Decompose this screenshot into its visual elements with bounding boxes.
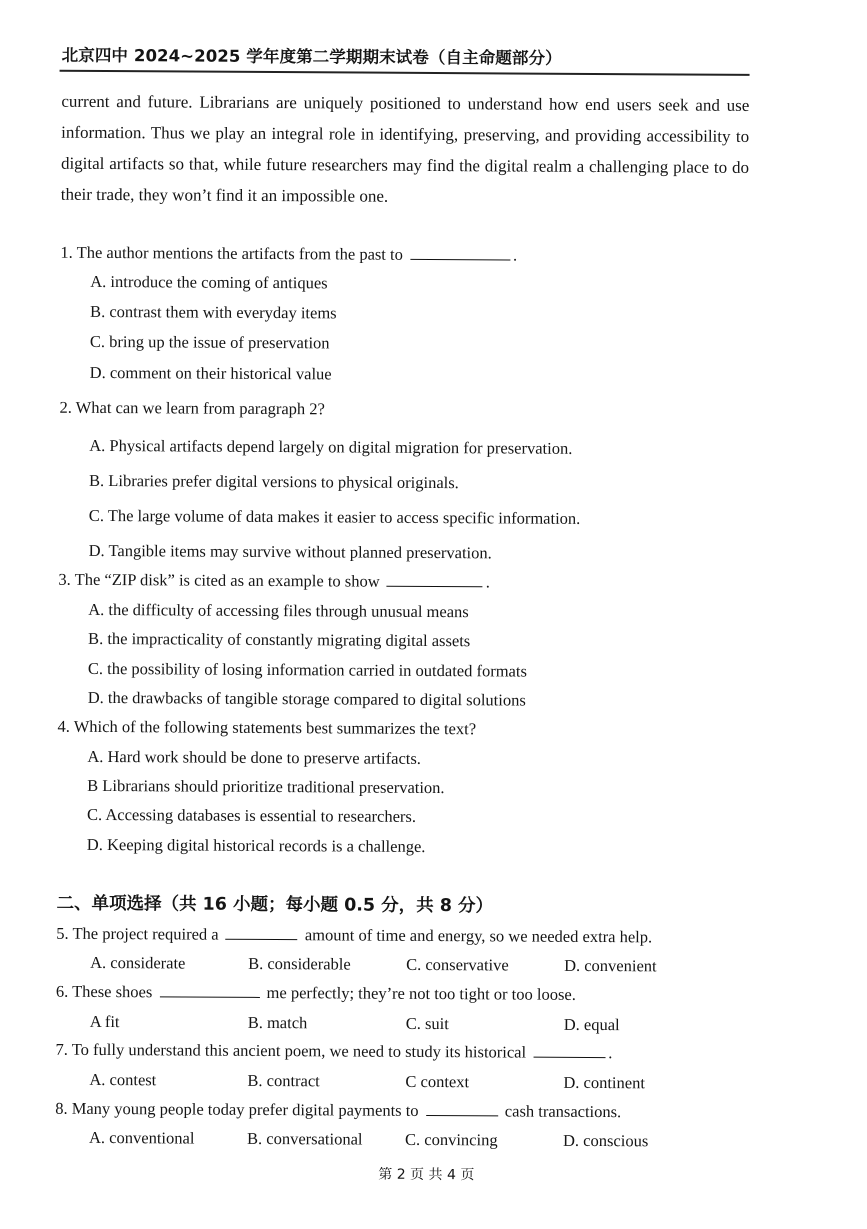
question-1-option-c: C. bring up the issue of preservation (89, 331, 330, 353)
question-7-option-d: D. continent (563, 1072, 646, 1093)
question-3 (58, 570, 490, 593)
answer-blank (226, 938, 298, 940)
question-4 (57, 717, 476, 740)
question-6-after: me perfectly; they’re not too tight or too loose. (266, 982, 576, 1004)
question-6-option-d: D. equal (563, 1014, 620, 1035)
question-6-before: 6. These shoes (55, 981, 153, 1002)
question-4-option-d: D. Keeping digital historical records is a challenge. (86, 834, 426, 856)
question-5-option-c: C. conservative (406, 954, 509, 975)
question-1 (60, 243, 517, 266)
question-2-stem: 2. What can we learn from paragraph 2? (59, 397, 325, 419)
question-8-options (89, 1128, 709, 1154)
header-divider (60, 70, 750, 76)
question-1-stem: 1. The author mentions the artifacts from the past to (60, 242, 403, 264)
question-5-option-d: D. convenient (564, 955, 657, 976)
page-footer: 第 2 页 共 4 页 (378, 1166, 475, 1184)
question-2-option-a: A. Physical artifacts depend largely on digital migration for preservation. (89, 435, 573, 458)
question-5-option-a: A. considerate (90, 952, 186, 973)
question-1-option-b: B. contrast them with everyday items (90, 301, 337, 323)
question-2-option-d: D. Tangible items may survive without planned preservation. (88, 540, 492, 563)
question-2-option-b: B. Libraries prefer digital versions to physical originals. (89, 470, 459, 493)
question-4-option-a: A. Hard work should be done to preserve artifacts. (87, 746, 421, 768)
question-8-after: cash transactions. (504, 1101, 622, 1122)
question-8-option-b: B. conversational (246, 1128, 363, 1149)
question-5-option-b: B. considerable (248, 953, 351, 974)
question-7-options (89, 1070, 709, 1096)
question-6-option-c: C. suit (405, 1013, 449, 1034)
question-7-before: 7. To fully understand this ancient poem, we need to study its historical (55, 1039, 527, 1062)
question-5-before: 5. The project required a (56, 923, 219, 944)
question-8-option-a: A. conventional (88, 1127, 195, 1148)
question-6-option-b: B. match (247, 1012, 308, 1033)
question-7 (56, 1040, 613, 1063)
answer-blank (159, 995, 259, 998)
question-5-after: amount of time and energy, so we needed extra help. (304, 925, 653, 947)
question-3-option-d: D. the drawbacks of tangible storage compared to digital solutions (87, 687, 526, 710)
question-6-options (90, 1012, 710, 1038)
question-3-tail: . (485, 572, 490, 592)
question-3-option-b: B. the impracticality of constantly migrating digital assets (88, 628, 471, 651)
question-1-option-d: D. comment on their historical value (89, 362, 332, 384)
page-header: 北京四中 2024~2025 学年度第二学期期末试卷（自主命题部分） (61, 45, 562, 68)
question-4-option-b: B Librarians should prioritize traditional preservation. (87, 775, 445, 798)
question-8-option-c: C. convincing (404, 1129, 498, 1150)
question-3-stem: 3. The “ZIP disk” is cited as an example to show (58, 569, 380, 591)
question-6-option-a: A fit (89, 1011, 120, 1032)
question-1-tail: . (512, 245, 518, 265)
question-5 (56, 924, 652, 948)
question-1-option-a: A. introduce the coming of antiques (90, 271, 328, 293)
question-7-option-b: B. contract (247, 1070, 320, 1091)
question-4-option-c: C. Accessing databases is essential to researchers. (86, 804, 417, 826)
question-3-option-c: C. the possibility of losing information carried in outdated formats (87, 658, 527, 681)
question-6 (56, 982, 576, 1005)
answer-blank (387, 585, 483, 588)
section-title: 二、单项选择（共 16 小题；每小题 0.5 分，共 8 分） (56, 893, 494, 917)
question-4-stem: 4. Which of the following statements best summarizes the text? (57, 716, 477, 739)
question-7-option-a: A. contest (89, 1069, 157, 1090)
answer-blank (533, 1056, 605, 1058)
question-7-option-c: C context (405, 1071, 470, 1092)
question-5-options (90, 953, 710, 979)
question-2-option-c: C. The large volume of data makes it easier to access specific information. (88, 505, 581, 528)
question-2 (59, 398, 325, 420)
question-8 (55, 1099, 621, 1122)
question-7-after: . (608, 1043, 613, 1063)
passage-paragraph: current and future. Librarians are uniquely positioned to understand how end users seek and use information. Thus we play an integral role in identifying, preserving, and providing accessibility to digital artifacts so that, while future researchers may find the digital realm a challenging place to do their trade, they won’t find it an impossible one. (60, 91, 750, 206)
question-8-option-d: D. conscious (562, 1130, 649, 1151)
question-3-option-a: A. the difficulty of accessing files through unusual means (88, 599, 469, 622)
question-8-before: 8. Many young people today prefer digital payments to (55, 1098, 419, 1120)
answer-blank (410, 258, 510, 261)
answer-blank (426, 1114, 498, 1116)
